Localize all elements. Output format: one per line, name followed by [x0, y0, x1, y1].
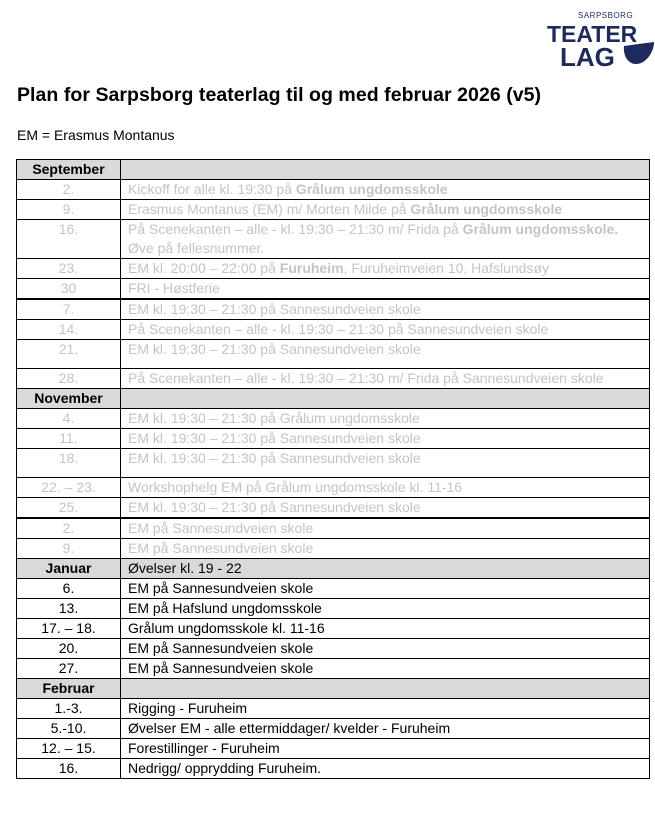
activity-cell [121, 498, 650, 518]
activity-cell [121, 449, 650, 478]
activity-cell [121, 369, 650, 389]
activity-text: EM kl. 19:30 – 21:30 på Sannesundveien skole [128, 301, 421, 317]
schedule-row [17, 498, 650, 518]
schedule-row [17, 639, 650, 659]
schedule-row [17, 180, 650, 200]
schedule-row [17, 519, 650, 539]
activity-text: Nedrigg/ opprydding Furuheim. [128, 760, 321, 776]
activity-cell [121, 539, 650, 559]
activity-cell [121, 259, 650, 279]
activity-cell [121, 699, 650, 719]
date-cell: 14. [17, 320, 121, 340]
activity-text: Grålum ungdomsskole. [462, 221, 619, 237]
month-name: Februar [17, 679, 121, 699]
activity-text: EM på Sannesundveien skole [128, 580, 314, 596]
teaterlag-logo [546, 6, 655, 68]
schedule-row [17, 449, 650, 478]
date-cell: 2. [17, 180, 121, 200]
activity-text: FRI - Høstferie [128, 280, 220, 296]
activity-text: EM på Sannesundveien skole [128, 520, 314, 536]
month-note [121, 160, 650, 180]
activity-text: Grålum ungdomsskole [410, 201, 563, 217]
date-cell: 7. [17, 300, 121, 320]
activity-text: EM på Sannesundveien skole [128, 660, 314, 676]
date-cell: 30 [17, 279, 121, 299]
schedule-row [17, 429, 650, 449]
schedule-row [17, 719, 650, 739]
activity-cell [121, 320, 650, 340]
activity-cell [121, 759, 650, 779]
activity-text: Furuheim [279, 260, 344, 276]
page-title: Plan for Sarpsborg teaterlag til og med februar 2026 (v5) [17, 84, 542, 106]
date-cell: 22. – 23. [17, 478, 121, 498]
activity-cell [121, 659, 650, 679]
month-note [121, 389, 650, 409]
activity-text: Erasmus Montanus (EM) m/ Morten Milde på [128, 201, 411, 217]
date-cell: 1.-3. [17, 699, 121, 719]
date-cell: 13. [17, 599, 121, 619]
schedule-row [17, 200, 650, 220]
activity-text: Øve på fellesnummer. [128, 240, 265, 256]
activity-text: På Scenekanten – alle - kl. 19:30 – 21:30 m/ Frida på Sannesundveien skole [128, 370, 604, 386]
activity-cell [121, 519, 650, 539]
logo-line1: SARPSBORG [578, 11, 634, 20]
activity-cell [121, 579, 650, 599]
schedule-row [17, 340, 650, 369]
activity-text: EM på Sannesundveien skole [128, 640, 314, 656]
date-cell: 12. – 15. [17, 739, 121, 759]
schedule-row [17, 579, 650, 599]
activity-cell [121, 220, 650, 259]
activity-cell [121, 619, 650, 639]
activity-text: , Furuheimveien 10, Hafslundsøy [343, 260, 549, 276]
month-header-row [17, 389, 650, 409]
activity-text: EM på Hafslund ungdomsskole [128, 600, 322, 616]
schedule-row [17, 259, 650, 279]
schedule-row [17, 759, 650, 779]
date-cell: 28. [17, 369, 121, 389]
activity-text: EM kl. 19:30 – 21:30 på Sannesundveien skole [128, 430, 421, 446]
date-cell: 9. [17, 200, 121, 220]
schedule-row [17, 300, 650, 320]
schedule-row [17, 409, 650, 429]
schedule-row [17, 478, 650, 498]
activity-text: Grålum ungdomsskole kl. 11-16 [128, 620, 325, 636]
activity-text: EM kl. 19:30 – 21:30 på Sannesundveien skole [128, 450, 421, 466]
schedule-row [17, 619, 650, 639]
activity-text: Forestillinger - Furuheim [128, 740, 280, 756]
date-cell: 17. – 18. [17, 619, 121, 639]
activity-cell [121, 300, 650, 320]
activity-cell [121, 639, 650, 659]
date-cell: 23. [17, 259, 121, 279]
logo-line2: TEATER [547, 21, 638, 47]
activity-text: Grålum ungdomsskole [295, 181, 448, 197]
logo-line3: LAG [560, 42, 615, 68]
date-cell: 25. [17, 498, 121, 518]
activity-cell [121, 409, 650, 429]
date-cell: 21. [17, 340, 121, 369]
date-cell: 9. [17, 539, 121, 559]
activity-cell [121, 279, 650, 299]
schedule-row [17, 220, 650, 259]
schedule-row [17, 599, 650, 619]
activity-text: Øvelser EM - alle ettermiddager/ kvelder - Furuheim [128, 720, 451, 736]
date-cell: 16. [17, 220, 121, 259]
activity-text: Kickoff for alle kl. 19:30 på [128, 181, 296, 197]
schedule-table [16, 159, 650, 779]
activity-text: EM kl. 19:30 – 21:30 på Sannesundveien skole [128, 341, 421, 357]
date-cell: 18. [17, 449, 121, 478]
date-cell: 6. [17, 579, 121, 599]
activity-text: Workshophelg EM på Grålum ungdomsskole kl. 11-16 [128, 479, 463, 495]
activity-text: EM kl. 19:30 – 21:30 på Sannesundveien skole [128, 499, 421, 515]
activity-text: EM kl. 19:30 – 21:30 på Grålum ungdomsskole [128, 410, 420, 426]
activity-text: På Scenekanten – alle - kl. 19:30 – 21:30 på Sannesundveien skole [128, 321, 549, 337]
activity-cell [121, 719, 650, 739]
month-name: September [17, 160, 121, 180]
month-header-row [17, 679, 650, 699]
activity-cell [121, 599, 650, 619]
activity-text: EM kl. 20:00 – 22:00 på [128, 260, 280, 276]
activity-text: På Scenekanten – alle - kl. 19:30 – 21:30 m/ Frida på [128, 221, 463, 237]
schedule-row [17, 699, 650, 719]
date-cell: 2. [17, 519, 121, 539]
date-cell: 27. [17, 659, 121, 679]
abbreviation-note: EM = Erasmus Montanus [17, 127, 175, 143]
date-cell: 11. [17, 429, 121, 449]
activity-cell [121, 200, 650, 220]
activity-cell [121, 429, 650, 449]
activity-text: Rigging - Furuheim [128, 700, 248, 716]
schedule-row [17, 279, 650, 299]
schedule-row [17, 320, 650, 340]
activity-cell [121, 739, 650, 759]
month-header-row [17, 160, 650, 180]
date-cell: 4. [17, 409, 121, 429]
month-note: Øvelser kl. 19 - 22 [121, 559, 650, 579]
schedule-row [17, 739, 650, 759]
schedule-row [17, 659, 650, 679]
activity-text: EM på Sannesundveien skole [128, 540, 314, 556]
month-header-row [17, 559, 650, 579]
month-name: Januar [17, 559, 121, 579]
date-cell: 16. [17, 759, 121, 779]
activity-cell [121, 180, 650, 200]
month-name: November [17, 389, 121, 409]
activity-cell [121, 478, 650, 498]
activity-cell [121, 340, 650, 369]
month-note [121, 679, 650, 699]
date-cell: 5.-10. [17, 719, 121, 739]
date-cell: 20. [17, 639, 121, 659]
schedule-row [17, 369, 650, 389]
schedule-row [17, 539, 650, 559]
